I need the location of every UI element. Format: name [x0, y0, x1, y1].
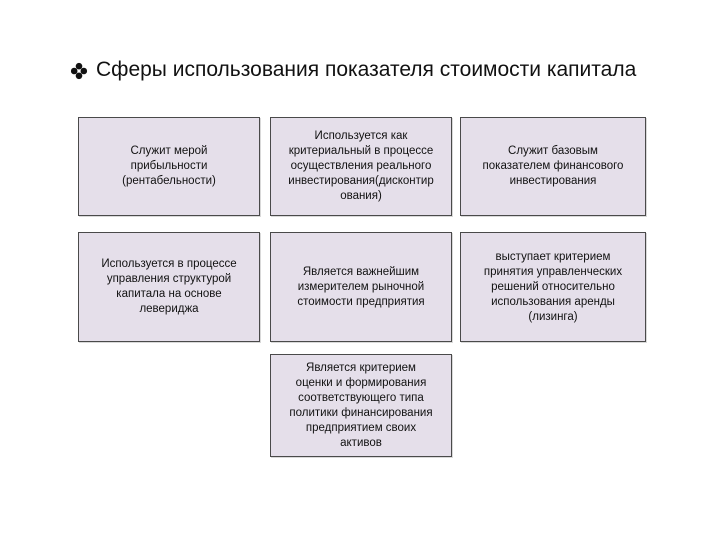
box-line: управления структурой: [106, 273, 232, 285]
usage-box-financing-policy-criterion: [270, 354, 452, 457]
box-line: принятия управленческих: [483, 265, 623, 278]
box-line: (рентабельности): [122, 175, 216, 187]
box-line: прибыльности: [130, 160, 208, 172]
box-line: политики финансирования: [289, 406, 433, 419]
box-line: измерителем рыночной: [297, 280, 425, 293]
page-title: [70, 56, 690, 84]
box-line: Используется в процессе: [101, 258, 237, 270]
box-line: левериджа: [139, 303, 199, 315]
box-line: предприятием своих: [305, 421, 417, 434]
box-line: Является критерием: [306, 361, 416, 374]
usage-box-profitability-measure: [78, 117, 260, 216]
box-line: Используется как: [314, 130, 408, 142]
usage-box-market-value-measure: [270, 232, 452, 342]
box-line: (лизинга): [528, 310, 578, 323]
box-line: Служит мерой: [130, 145, 208, 157]
box-line: осуществления реального: [290, 160, 432, 172]
usage-box-real-investment-criterion: [270, 117, 452, 216]
box-line: решений относительно: [491, 280, 615, 293]
box-line: Является важнейшим: [302, 265, 420, 278]
usage-box-financial-investment-base: [460, 117, 646, 216]
box-line: инвестирования: [509, 175, 597, 187]
box-line: соответствующего типа: [298, 391, 424, 404]
box-line: выступает критерием: [495, 250, 611, 263]
box-line: инвестирования(дисконтир: [288, 175, 434, 187]
box-line: активов: [340, 436, 382, 449]
title-text: Сферы использования показателя стоимости капитала: [96, 58, 637, 81]
box-line: стоимости предприятия: [297, 295, 425, 308]
box-line: использования аренды: [491, 295, 615, 308]
usage-box-capital-structure-management: [78, 232, 260, 342]
usage-box-leasing-decision-criterion: [460, 232, 646, 342]
diamond-bullet-icon: [70, 62, 88, 80]
box-line: ования): [340, 190, 382, 202]
box-line: Служит базовым: [508, 145, 598, 157]
box-line: капитала на основе: [116, 288, 222, 300]
box-line: показателем финансового: [482, 160, 624, 172]
box-line: критериальный в процессе: [288, 145, 434, 157]
box-line: оценки и формирования: [295, 376, 427, 389]
